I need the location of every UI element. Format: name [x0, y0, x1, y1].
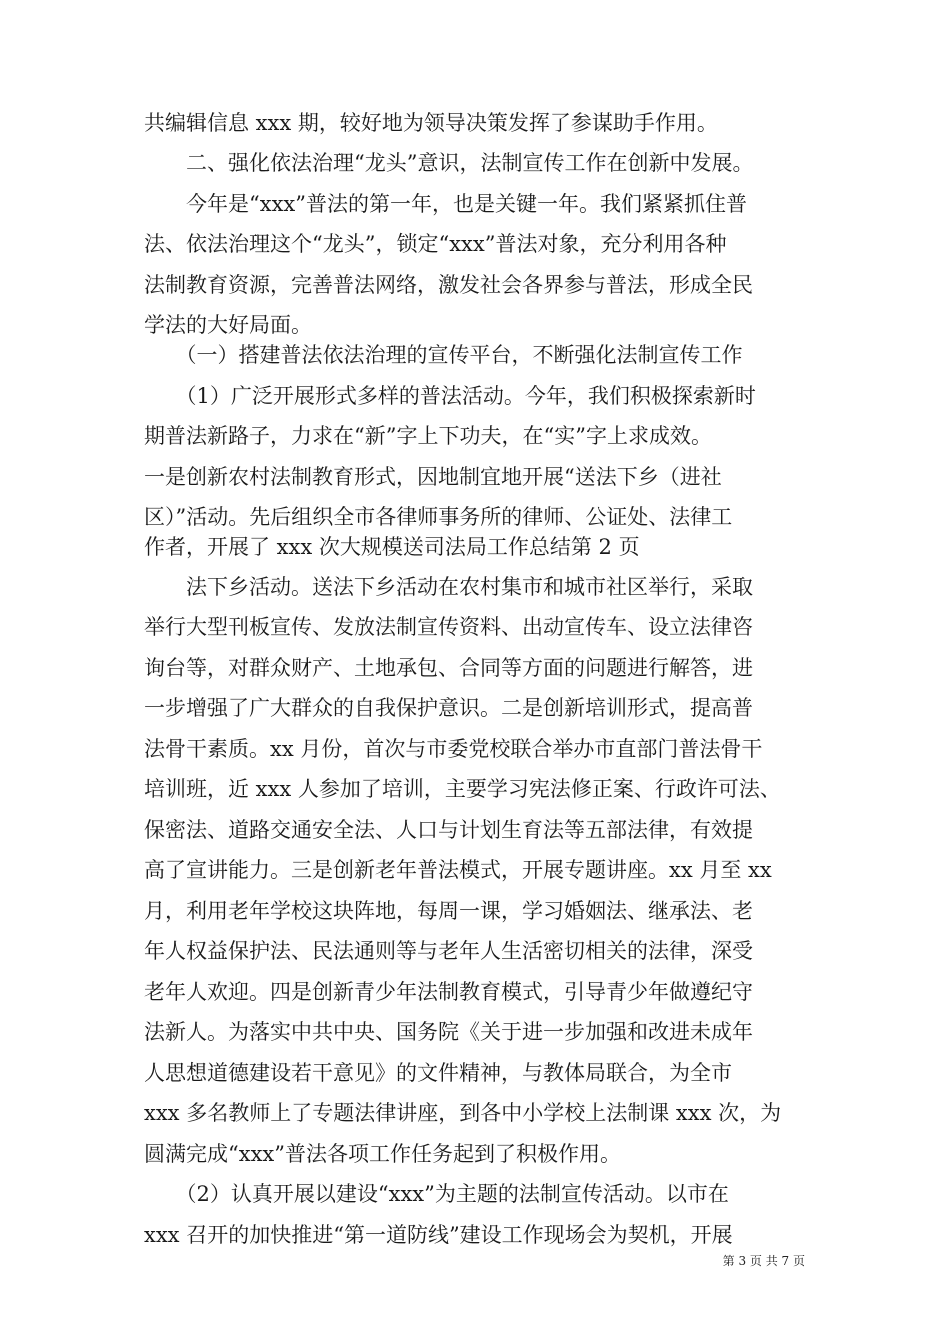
text-line: xxx 多名教师上了专题法律讲座，到各中小学校上法制课 xxx 次，为 [144, 1101, 782, 1125]
text-line: 法新人。为落实中共中央、国务院《关于进一步加强和改进未成年 [144, 1020, 753, 1044]
text-line: 举行大型刊板宣传、发放法制宣传资料、出动宣传车、设立法律咨 [144, 615, 753, 639]
text-line: 月，利用老年学校这块阵地，每周一课，学习婚姻法、继承法、老 [144, 899, 753, 923]
text-line: 一是创新农村法制教育形式，因地制宜地开展“送法下乡（进社 [144, 465, 722, 489]
text-line: 法、依法治理这个“龙头”，锁定“xxx”普法对象，充分利用各种 [144, 232, 727, 256]
text-line: （1）广泛开展形式多样的普法活动。今年，我们积极探索新时 [144, 384, 756, 408]
text-line: 期普法新路子，力求在“新”字上下功夫，在“实”字上求成效。 [144, 424, 712, 448]
text-line: xxx 召开的加快推进“第一道防线”建设工作现场会为契机，开展 [144, 1223, 733, 1247]
text-line: 人思想道德建设若干意见》的文件精神，与教体局联合，为全市 [144, 1061, 732, 1085]
text-line: （2）认真开展以建设“xxx”为主题的法制宣传活动。以市在 [144, 1182, 729, 1206]
text-line: 询台等，对群众财产、土地承包、合同等方面的问题进行解答，进 [144, 656, 753, 680]
text-line: 二、强化依法治理“龙头”意识，法制宣传工作在创新中发展。 [144, 151, 754, 175]
text-line: 区）”活动。先后组织全市各律师事务所的律师、公证处、法律工 [144, 505, 733, 529]
text-line: 法制教育资源，完善普法网络，激发社会各界参与普法，形成全民 [144, 273, 753, 297]
text-line: 一步增强了广大群众的自我保护意识。二是创新培训形式，提高普 [144, 696, 753, 720]
text-line: 培训班，近 xxx 人参加了培训，主要学习宪法修正案、行政许可法、 [144, 777, 781, 801]
page-footer: 第 3 页 共 7 页 [722, 1254, 805, 1268]
text-line: 年人权益保护法、民法通则等与老年人生活密切相关的法律，深受 [144, 939, 753, 963]
text-line: 法骨干素质。xx 月份，首次与市委党校联合举办市直部门普法骨干 [144, 737, 763, 761]
text-line: 学法的大好局面。 [144, 313, 312, 337]
text-line: 保密法、道路交通安全法、人口与计划生育法等五部法律，有效提 [144, 818, 753, 842]
text-line: 圆满完成“xxx”普法各项工作任务起到了积极作用。 [144, 1142, 621, 1166]
text-line: 共编辑信息 xxx 期，较好地为领导决策发挥了参谋助手作用。 [144, 111, 718, 135]
text-line: （一）搭建普法依法治理的宣传平台，不断强化法制宣传工作 [144, 343, 743, 367]
text-line: 老年人欢迎。四是创新青少年法制教育模式，引导青少年做遵纪守 [144, 980, 753, 1004]
text-line: 作者，开展了 xxx 次大规模送司法局工作总结第 2 页 [144, 535, 640, 559]
text-line: 今年是“xxx”普法的第一年，也是关键一年。我们紧紧抓住普 [144, 192, 747, 216]
text-line: 高了宣讲能力。三是创新老年普法模式，开展专题讲座。xx 月至 xx [144, 858, 772, 882]
text-line: 法下乡活动。送法下乡活动在农村集市和城市社区举行，采取 [144, 575, 753, 599]
